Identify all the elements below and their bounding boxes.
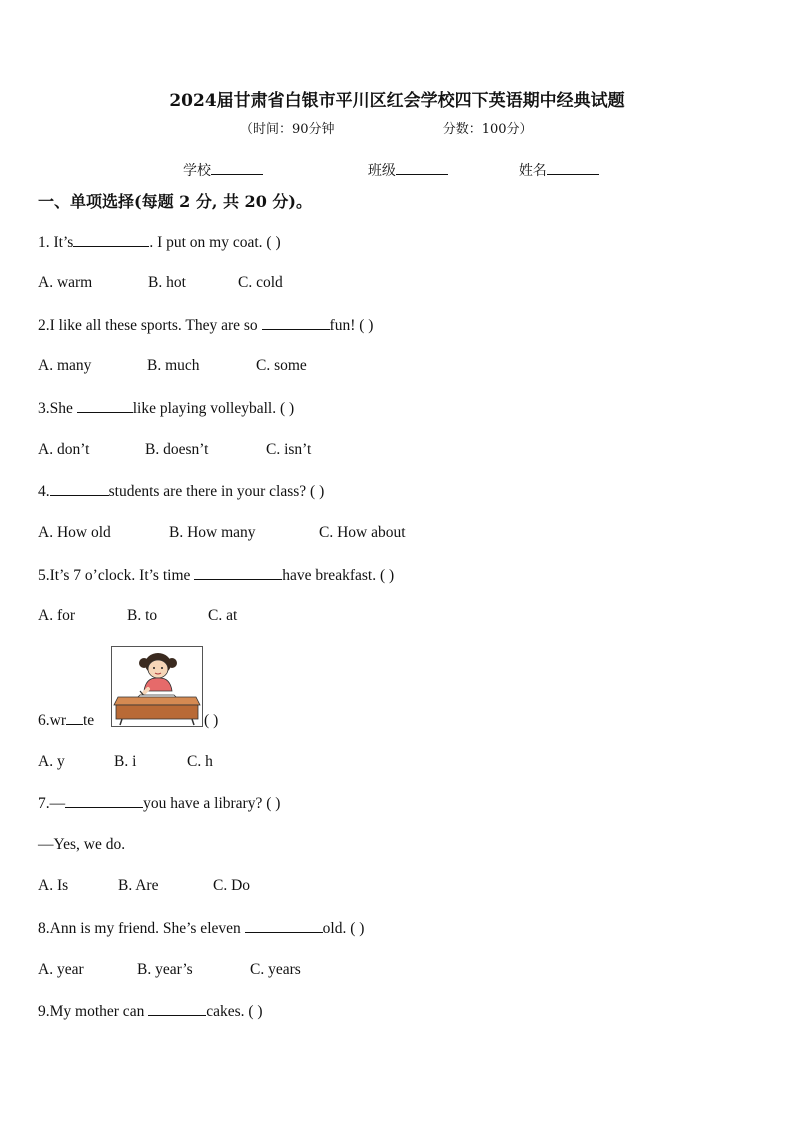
options-2 (38, 357, 307, 375)
question-3: 3.She like playing volleyball. ( ) (38, 400, 295, 417)
option-b[interactable]: B. How many (169, 524, 256, 541)
options-6 (38, 753, 213, 771)
answer-blank[interactable] (194, 566, 282, 580)
answer-blank[interactable] (77, 399, 133, 413)
answer-blank[interactable] (50, 482, 109, 496)
question-4: 4. students are there in your class? ( ) (38, 483, 325, 500)
name-blank[interactable] (547, 162, 599, 175)
option-c[interactable]: C. How about (319, 524, 406, 541)
options-1 (38, 274, 283, 292)
question-7: 7.— you have a library? ( ) (38, 795, 281, 812)
page-title: 2024届甘肃省白银市平川区红会学校四下英语期中经典试题 (169, 91, 625, 111)
score-label: 分数：100分） (442, 122, 533, 137)
option-c[interactable]: C. cold (238, 274, 283, 291)
option-b[interactable]: B. hot (148, 274, 186, 291)
question-9: 9.My mother can cakes. ( ) (38, 1003, 263, 1020)
options-4 (38, 524, 406, 542)
options-8 (38, 961, 301, 979)
option-c[interactable]: C. years (250, 961, 301, 978)
option-c[interactable]: C. some (256, 357, 307, 374)
option-c[interactable]: C. Do (213, 877, 251, 894)
option-a[interactable]: A. many (38, 357, 92, 374)
school-blank[interactable] (211, 162, 263, 175)
question-1: 1. It’s . I put on my coat. ( ) (38, 234, 281, 251)
option-a[interactable]: A. y (38, 753, 65, 770)
student-info (183, 160, 599, 180)
question-8: 8.Ann is my friend. She’s eleven old. ( ) (38, 920, 365, 937)
school-label: 学校 (183, 163, 211, 179)
option-a[interactable]: A. don’t (38, 441, 90, 458)
time-label: （时间：90分钟 (240, 122, 335, 137)
answer-blank[interactable] (73, 233, 149, 247)
section-heading: 一、单项选择(每题 2 分, 共 20 分)。 (38, 192, 312, 211)
option-b[interactable]: B. i (114, 753, 137, 770)
answer-blank[interactable] (66, 711, 83, 725)
question-5: 5.It’s 7 o’clock. It’s time have breakfast. ( ) (38, 567, 395, 584)
option-a[interactable]: A. for (38, 607, 76, 624)
answer-blank[interactable] (148, 1002, 206, 1016)
name-label: 姓名 (518, 163, 547, 179)
exam-meta (240, 118, 533, 137)
option-c[interactable]: C. h (187, 753, 213, 770)
answer-blank[interactable] (65, 794, 143, 808)
question-6: 6.wr te ( ) (38, 712, 219, 729)
answer-blank[interactable] (262, 316, 330, 330)
option-b[interactable]: B. doesn’t (145, 441, 209, 458)
option-b[interactable]: B. year’s (137, 961, 193, 978)
question-2: 2.I like all these sports. They are so fun! ( ) (38, 317, 374, 334)
option-a[interactable]: A. warm (38, 274, 93, 291)
options-3 (38, 441, 311, 459)
options-7 (38, 877, 250, 895)
options-5 (38, 607, 237, 625)
option-a[interactable]: A. Is (38, 877, 69, 894)
class-blank[interactable] (396, 162, 448, 175)
option-a[interactable]: A. How old (38, 524, 111, 541)
option-c[interactable]: C. isn’t (266, 441, 312, 458)
option-b[interactable]: B. to (127, 607, 158, 624)
option-b[interactable]: B. much (147, 357, 200, 374)
option-c[interactable]: C. at (208, 607, 238, 624)
class-label: 班级 (367, 163, 396, 179)
option-a[interactable]: A. year (38, 961, 84, 978)
option-b[interactable]: B. Are (118, 877, 159, 894)
answer-7: —Yes, we do. (38, 836, 126, 853)
answer-blank[interactable] (245, 919, 323, 933)
